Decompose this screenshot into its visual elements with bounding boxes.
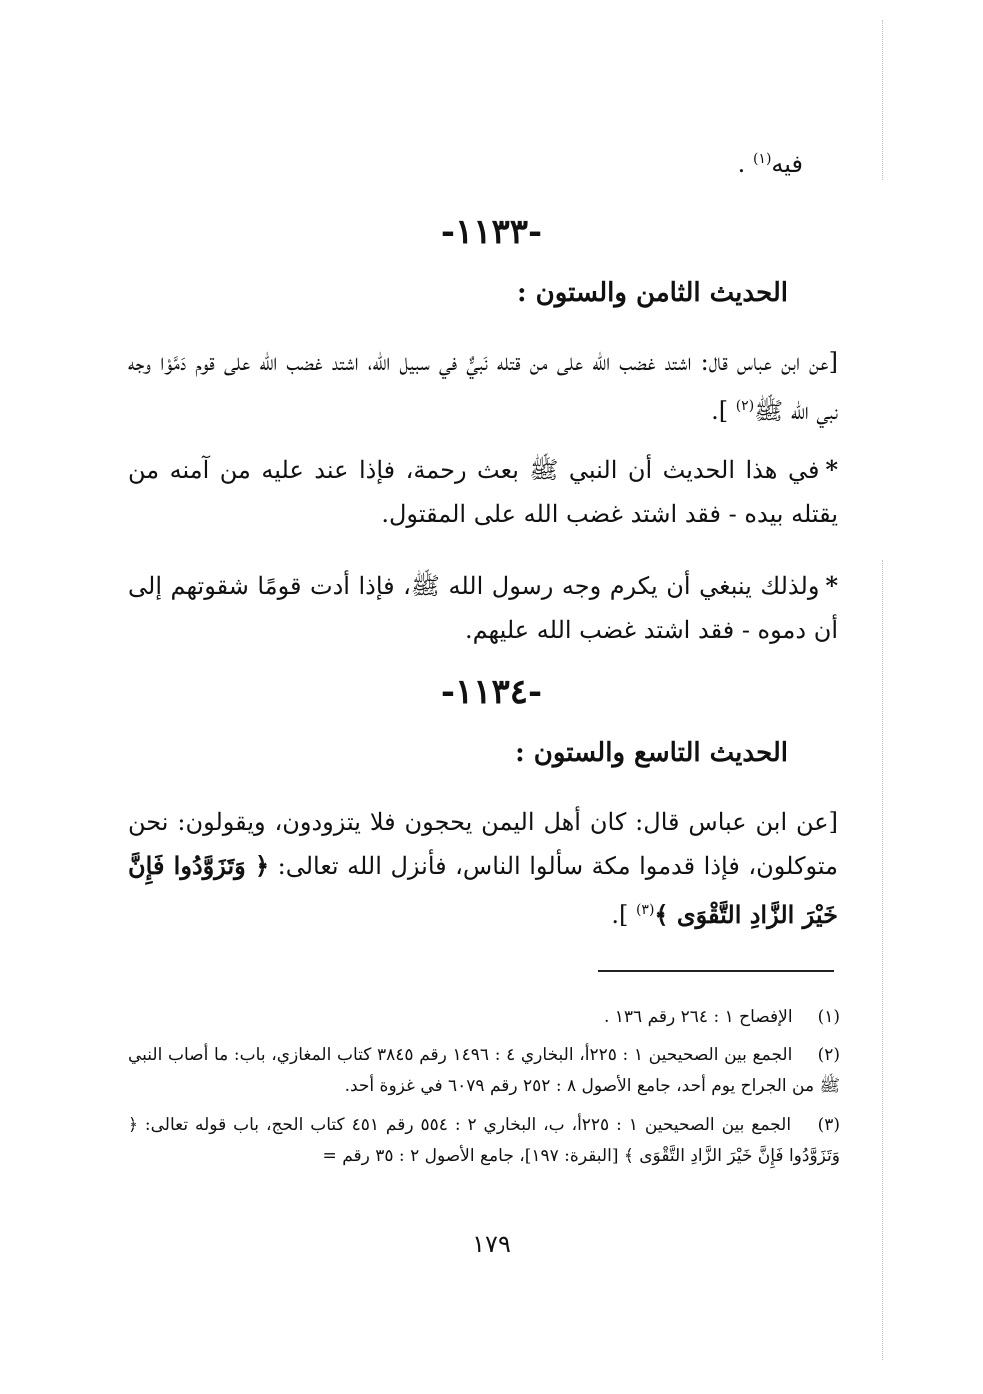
- hadith-text-69: [128, 800, 838, 937]
- hadith-heading-68: الحديث الثامن والستون :: [517, 278, 788, 308]
- bullet-star-icon: *: [825, 455, 838, 484]
- commentary-bullet: [128, 448, 838, 536]
- quran-quote: ﴿ وَتَزَوَّدُوا فَإِنَّ خَيْرَ الزَّادِ التَّقْوَى ﴾: [128, 851, 838, 929]
- continuation-word: فيه: [771, 150, 803, 178]
- footnote-text: الجمع بين الصحيحين ١ : ٢٢٥أ، البخاري ٤ : ١٤٩٦ رقم ٣٨٤٥ كتاب المغازي، باب: ما أصاب النبي ﷺ من الجراح يوم أحد، جامع الأصول ٨ : ٢٥٢ رقم ٦٠٧٩ في غزوة أحد.: [128, 1045, 840, 1096]
- footnote-separator: [598, 970, 834, 972]
- bullet-text: ولذلك ينبغي أن يكرم وجه رسول الله ﷺ، فإذا أدت قومًا شقوتهم إلى أن دموه - فقد اشتد غضب الله عليهم.: [128, 572, 838, 644]
- footnote-2: [128, 1040, 840, 1102]
- footnote-3: [128, 1110, 840, 1172]
- footnote-text: الجمع بين الصحيحين ١ : ٢٢٥أ، ب، البخاري ٢ : ٥٥٤ رقم ٤٥١ كتاب الحج، باب قوله تعالى: ﴿ وَتَزَوَّدُوا فَإِنَّ خَيْرَ الزَّادِ التَّقْوَى ﴾ [البقرة: ١٩٧]، جامع الأصول ٢ : ٣٥ رقم =: [128, 1115, 840, 1166]
- hadith-close: ].: [611, 901, 636, 929]
- hadith-number-1134: -١١٣٤-: [440, 672, 543, 712]
- hadith-text-68: [128, 340, 838, 433]
- hadith-heading-69: الحديث التاسع والستون :: [515, 738, 788, 768]
- margin-rule-top: [880, 20, 883, 180]
- continuation-end: .: [737, 150, 753, 178]
- footnote-ref-3: (٣): [635, 902, 655, 918]
- page-number: ١٧٩: [472, 1230, 511, 1258]
- hadith-close: ].: [711, 397, 736, 425]
- hadith-body: [عن ابن عباس قال: اشتد غضب الله على من قتله نَبيٌّ في سبيل الله، اشتد غضب الله على قوم دَمَّوْا وجه نبي الله ﷺ: [128, 348, 838, 425]
- hadith-body: [عن ابن عباس قال: كان أهل اليمن يحجون فلا يتزودون، ويقولون: نحن متوكلون، فإذا قدموا مكة سألوا الناس، فأنزل الله تعالى:: [128, 808, 838, 880]
- footnote-1: [128, 1002, 840, 1033]
- footnote-text: الإفصاح ١ : ٢٦٤ رقم ١٣٦ .: [603, 1007, 793, 1027]
- footnote-ref-2: (٢): [735, 398, 755, 414]
- footnote-number: (٢): [817, 1045, 840, 1065]
- commentary-bullet: [128, 564, 838, 652]
- bullet-text: في هذا الحديث أن النبي ﷺ بعث رحمة، فإذا عند عليه من آمنه من يقتله بيده - فقد اشتد غضب الله على المقتول.: [128, 456, 838, 528]
- footnote-ref-1: (١): [752, 151, 772, 167]
- continuation-text: [738, 150, 803, 178]
- hadith-number-1133: -١١٣٣-: [440, 212, 543, 252]
- footnote-number: (٣): [817, 1115, 840, 1135]
- footnote-number: (١): [817, 1007, 840, 1027]
- bullet-star-icon: *: [825, 571, 838, 600]
